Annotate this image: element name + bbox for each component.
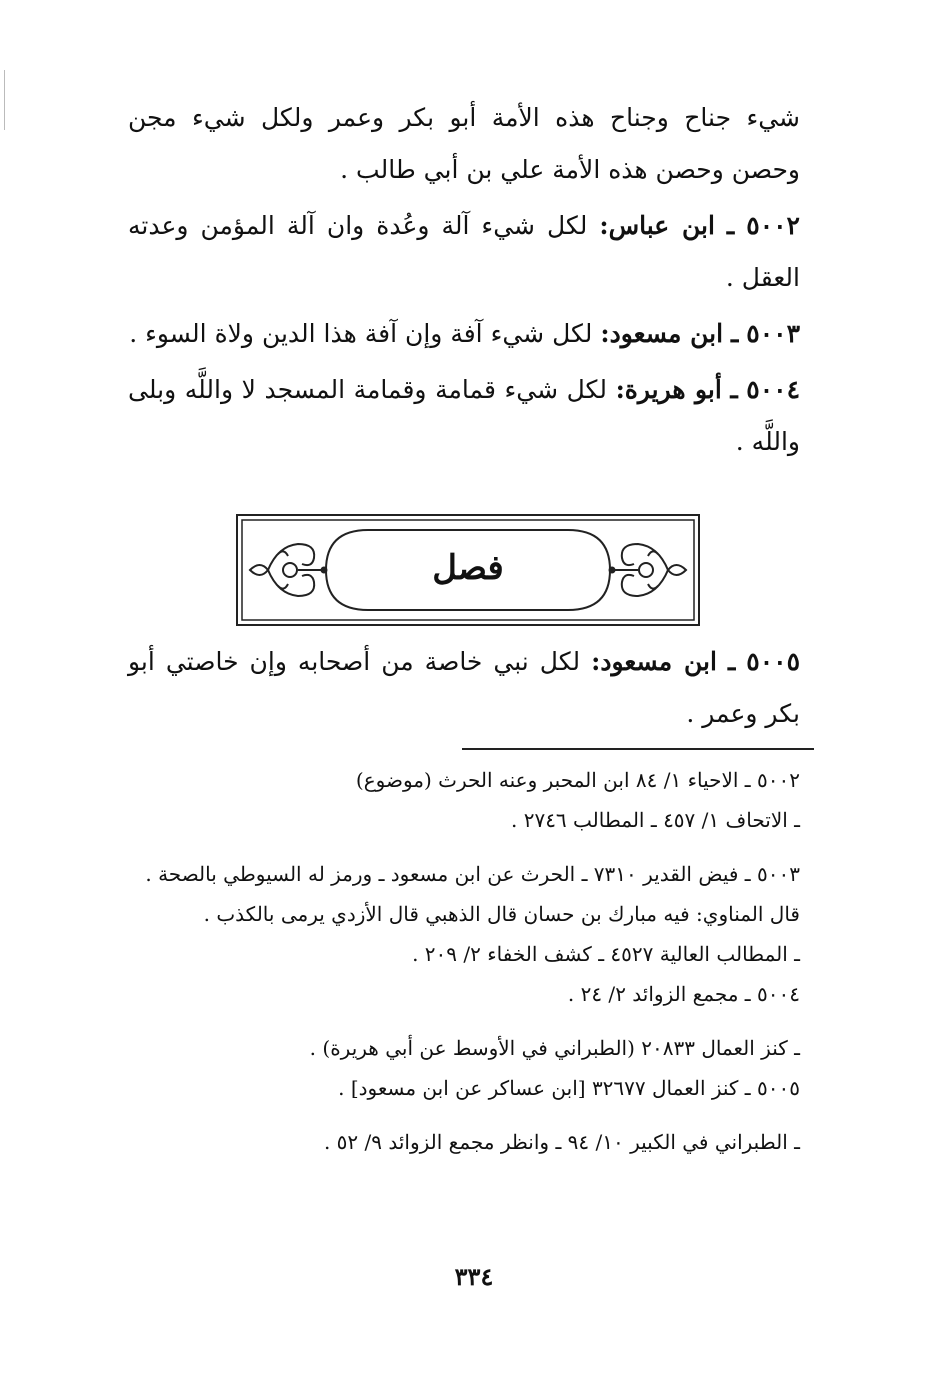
entry-dash: ـ [731, 319, 739, 348]
entry-narrator: ابن مسعود: [600, 319, 724, 348]
entry-5002 [128, 200, 800, 304]
footnote-line: ٥٠٠٤ ـ مجمع الزوائد ٢/ ٢٤ . [567, 982, 800, 1006]
entry-5003 [128, 308, 800, 360]
footnote-line: ـ كنز العمال ٢٠٨٣٣ (الطبراني في الأوسط عن أبي هريرة) . [309, 1036, 800, 1060]
footnote-line: ٥٠٠٢ ـ الاحياء ١/ ٨٤ ابن المحبر وعنه الحرث (موضوع) [355, 768, 800, 792]
entry-number: ٥٠٠٣ [746, 319, 800, 348]
entry-narrator: ابن عباس: [599, 211, 715, 240]
entry-number: ٥٠٠٤ [746, 375, 801, 404]
entry-text: لكل نبي خاصة من أصحابه وإن خاصتي أبو بكر وعمر . [128, 647, 800, 728]
entry-dash: ـ [726, 211, 735, 240]
entry-dash: ـ [730, 375, 738, 404]
main-text [128, 92, 800, 472]
footnote-line: ـ المطالب العالية ٤٥٢٧ ـ كشف الخفاء ٢/ ٢٠٩ . [412, 942, 800, 966]
footnotes [128, 760, 800, 1162]
entry-text: لكل شيء آفة وإن آفة هذا الدين ولاة السوء . [129, 319, 593, 348]
entry-narrator: أبو هريرة: [615, 375, 722, 404]
entry-dash: ـ [727, 647, 736, 676]
section-heading-frame [236, 514, 700, 626]
scan-margin-mark [4, 70, 5, 130]
section-body [128, 636, 800, 744]
intro-line-1: شيء جناح وجناح هذه الأمة أبو بكر وعمر ولكل شيء مجن وحصن [128, 103, 800, 184]
entry-text: لكل شيء آلة وعُدة وان آلة المؤمن وعدته العقل . [128, 211, 800, 292]
entry-number: ٥٠٠٥ [746, 647, 801, 676]
intro-paragraph [128, 92, 800, 196]
footnote-line: ٥٠٠٣ ـ فيض القدير ٧٣١٠ ـ الحرث عن ابن مسعود ـ ورمز له السيوطي بالصحة . [145, 862, 800, 886]
footnote-divider [462, 748, 814, 750]
intro-line-2: وحصن هذه الأمة علي بن أبي طالب . [340, 155, 724, 184]
footnote-line: ـ الاتحاف ١/ ٤٥٧ ـ المطالب ٢٧٤٦ . [510, 808, 800, 832]
footnote-line: قال المناوي: فيه مبارك بن حسان قال الذهبي قال الأزدي يرمى بالكذب . [203, 902, 800, 926]
entry-5005 [128, 636, 800, 740]
entry-number: ٥٠٠٢ [746, 211, 800, 240]
footnote-line: ٥٠٠٥ ـ كنز العمال ٣٢٦٧٧ [ابن عساكر عن ابن مسعود] . [338, 1076, 800, 1100]
footnote-line: ـ الطبراني في الكبير ١٠/ ٩٤ ـ وانظر مجمع الزوائد ٩/ ٥٢ . [323, 1130, 800, 1154]
entry-narrator: ابن مسعود: [591, 647, 717, 676]
entry-5004 [128, 364, 800, 468]
section-title: فصل [432, 548, 504, 588]
entry-text: لكل شيء قمامة وقمامة المسجد لا واللَّه وبلى واللَّه . [128, 375, 800, 456]
page-number: ٣٣٤ [454, 1262, 494, 1291]
